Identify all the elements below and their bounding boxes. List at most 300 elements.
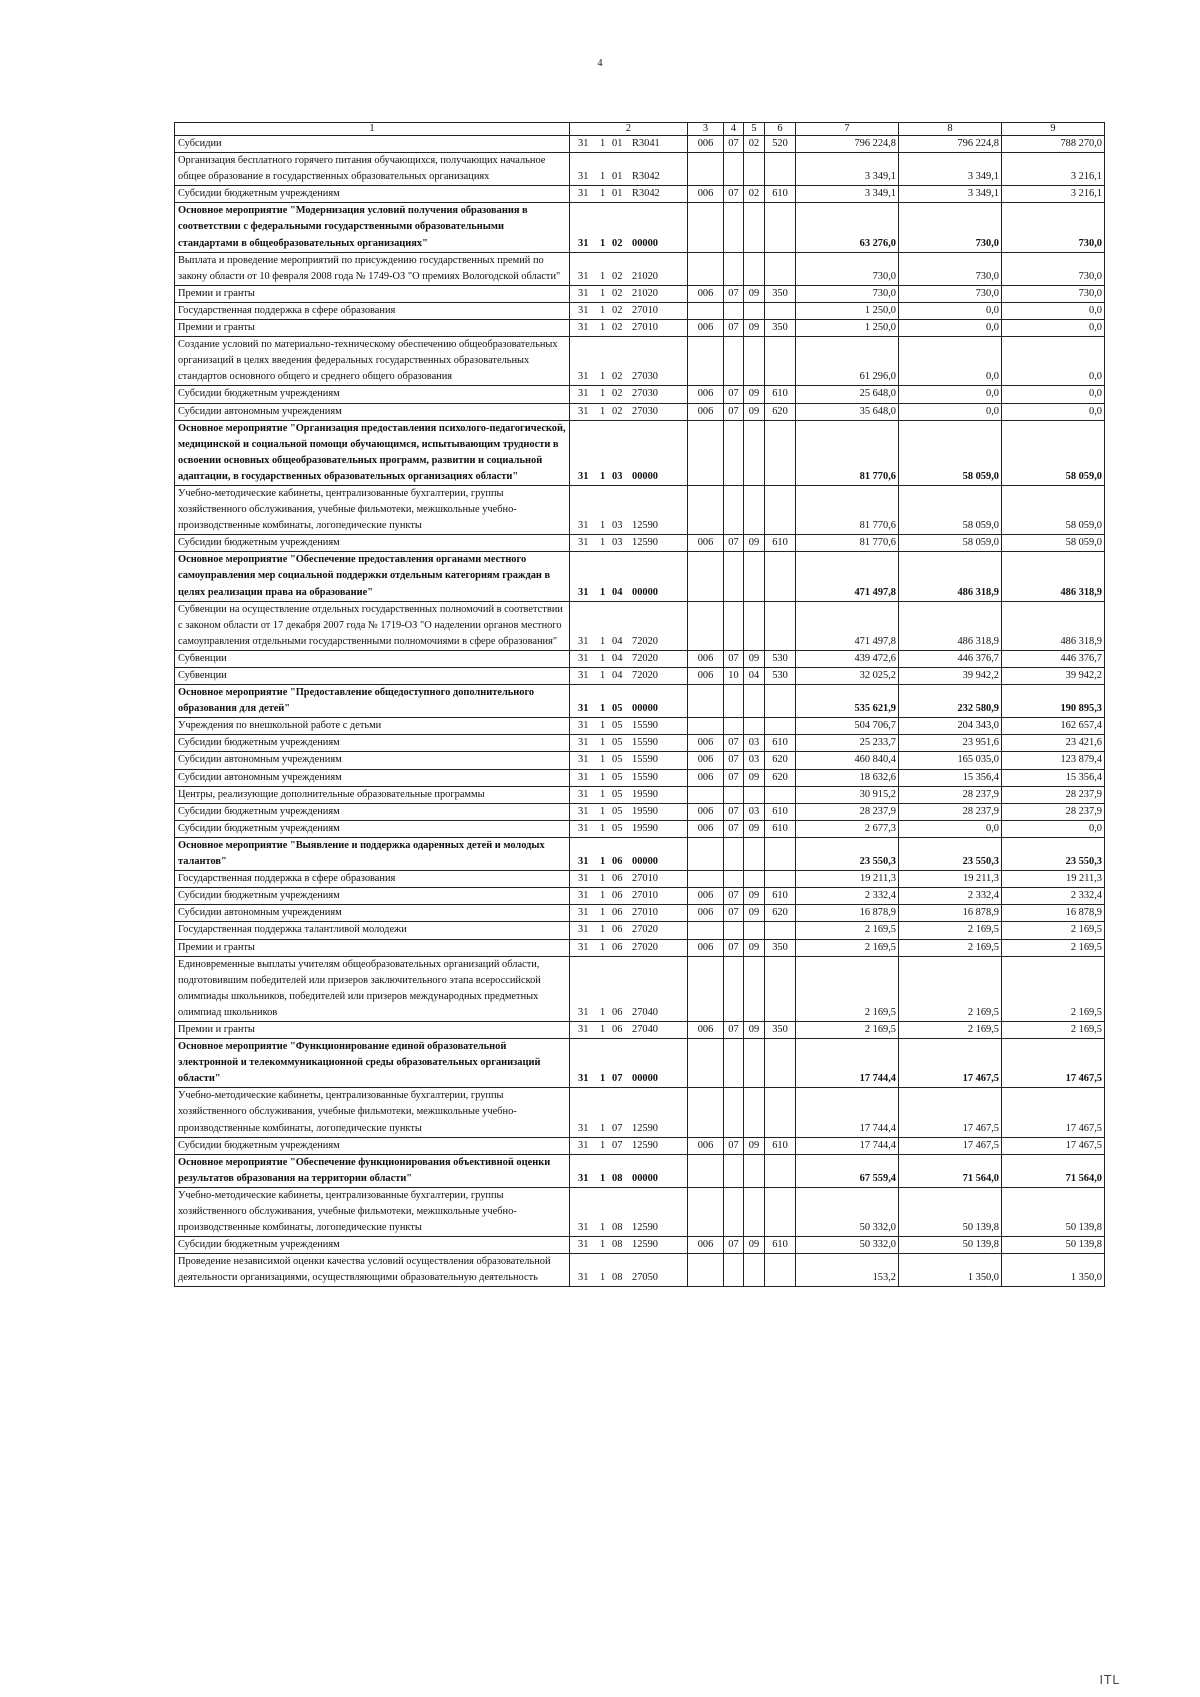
row-amount-col7: 17 744,4: [796, 1137, 899, 1154]
code-program: 31: [578, 822, 589, 834]
code-event: 02: [612, 371, 623, 383]
row-code: [570, 153, 688, 186]
code-program: 31: [578, 873, 589, 885]
code-direction: 27020: [632, 941, 658, 953]
code-subprogram: 1: [600, 873, 606, 885]
code-subprogram: 1: [600, 924, 606, 936]
code-subprogram: 1: [600, 520, 606, 532]
row-subsection: 02: [744, 136, 765, 153]
code-program: 31: [578, 1272, 589, 1284]
row-amount-col9: 3 216,1: [1002, 153, 1105, 186]
row-expense-type: 620: [765, 905, 796, 922]
row-section: [724, 871, 744, 888]
code-direction: 00000: [632, 703, 658, 715]
row-expense-type: [765, 1039, 796, 1088]
budget-table: [174, 122, 1105, 1287]
row-name: Основное мероприятие "Обеспечение предоставления органами местного самоуправления мер социальной поддержки отдельным категориям граждан в целях реализации права на образование": [175, 552, 570, 601]
row-amount-col7: 2 169,5: [796, 956, 899, 1021]
row-amount-col7: 19 211,3: [796, 871, 899, 888]
row-section: [724, 922, 744, 939]
row-expense-type: [765, 837, 796, 870]
code-program: 31: [578, 405, 589, 417]
code-event: 03: [612, 520, 623, 532]
code-subprogram: 1: [600, 171, 606, 183]
row-amount-col9: 0,0: [1002, 337, 1105, 386]
row-ministry: [688, 1088, 724, 1137]
row-section: [724, 153, 744, 186]
row-amount-col7: 25 233,7: [796, 735, 899, 752]
row-code: [570, 1039, 688, 1088]
code-program: 31: [578, 1172, 589, 1184]
row-amount-col8: 0,0: [899, 302, 1002, 319]
row-ministry: [688, 485, 724, 534]
table-row: [175, 552, 1105, 601]
row-code: [570, 337, 688, 386]
row-amount-col9: 2 332,4: [1002, 888, 1105, 905]
code-direction: 19590: [632, 788, 658, 800]
row-amount-col9: 3 216,1: [1002, 186, 1105, 203]
row-code: [570, 320, 688, 337]
row-amount-col9: 0,0: [1002, 403, 1105, 420]
row-expense-type: 610: [765, 535, 796, 552]
row-code: [570, 837, 688, 870]
code-subprogram: 1: [600, 371, 606, 383]
row-subsection: [744, 922, 765, 939]
code-subprogram: 1: [600, 822, 606, 834]
code-program: 31: [578, 371, 589, 383]
table-row: [175, 786, 1105, 803]
table-row: [175, 1039, 1105, 1088]
table-row: [175, 905, 1105, 922]
table-row: [175, 718, 1105, 735]
row-section: 07: [724, 820, 744, 837]
row-code: [570, 403, 688, 420]
header-cell: 6: [765, 123, 796, 136]
row-section: [724, 956, 744, 1021]
table-row: [175, 535, 1105, 552]
row-expense-type: 620: [765, 403, 796, 420]
row-amount-col9: 58 059,0: [1002, 535, 1105, 552]
row-amount-col7: 67 559,4: [796, 1154, 899, 1187]
row-amount-col8: 204 343,0: [899, 718, 1002, 735]
row-code: [570, 420, 688, 485]
code-program: 31: [578, 537, 589, 549]
row-section: 07: [724, 403, 744, 420]
code-program: 31: [578, 388, 589, 400]
code-direction: 12590: [632, 520, 658, 532]
code-event: 02: [612, 237, 623, 249]
row-subsection: 09: [744, 1021, 765, 1038]
row-ministry: 006: [688, 186, 724, 203]
code-program: 31: [578, 138, 589, 149]
row-subsection: [744, 871, 765, 888]
code-direction: 27030: [632, 371, 658, 383]
row-subsection: [744, 153, 765, 186]
row-ministry: [688, 786, 724, 803]
code-event: 03: [612, 470, 623, 482]
row-name: Премии и гранты: [175, 320, 570, 337]
code-event: 01: [612, 138, 623, 149]
code-direction: 19590: [632, 805, 658, 817]
code-subprogram: 1: [600, 1006, 606, 1018]
code-program: 31: [578, 1239, 589, 1251]
table-row: [175, 136, 1105, 153]
code-event: 04: [612, 652, 623, 664]
code-event: 05: [612, 788, 623, 800]
row-section: [724, 685, 744, 718]
row-amount-col7: 2 332,4: [796, 888, 899, 905]
row-subsection: 09: [744, 535, 765, 552]
table-row: [175, 252, 1105, 285]
row-amount-col8: 71 564,0: [899, 1154, 1002, 1187]
row-amount-col7: 81 770,6: [796, 535, 899, 552]
code-subprogram: 1: [600, 941, 606, 953]
row-subsection: 09: [744, 403, 765, 420]
code-program: 31: [578, 754, 589, 766]
row-subsection: 03: [744, 735, 765, 752]
row-amount-col7: 3 349,1: [796, 186, 899, 203]
row-name: Организация бесплатного горячего питания обучающихся, получающих начальное общее образование в государственных образовательных организациях: [175, 153, 570, 186]
table-row: [175, 1187, 1105, 1236]
code-subprogram: 1: [600, 670, 606, 681]
code-subprogram: 1: [600, 771, 606, 783]
row-subsection: [744, 956, 765, 1021]
row-code: [570, 786, 688, 803]
row-section: 07: [724, 735, 744, 752]
code-program: 31: [578, 924, 589, 936]
row-amount-col7: 63 276,0: [796, 203, 899, 252]
table-row: [175, 1021, 1105, 1038]
row-amount-col8: 16 878,9: [899, 905, 1002, 922]
row-section: 07: [724, 1021, 744, 1038]
header-cell: 9: [1002, 123, 1105, 136]
row-amount-col7: 730,0: [796, 285, 899, 302]
row-subsection: [744, 552, 765, 601]
code-program: 31: [578, 1222, 589, 1234]
row-name: Субсидии автономным учреждениям: [175, 752, 570, 769]
code-direction: 27010: [632, 304, 658, 316]
row-section: [724, 1154, 744, 1187]
row-code: [570, 905, 688, 922]
row-ministry: [688, 837, 724, 870]
code-program: 31: [578, 670, 589, 681]
row-subsection: [744, 601, 765, 650]
row-amount-col9: 23 421,6: [1002, 735, 1105, 752]
row-ministry: [688, 956, 724, 1021]
row-code: [570, 820, 688, 837]
code-program: 31: [578, 287, 589, 299]
row-subsection: 04: [744, 668, 765, 685]
code-event: 06: [612, 1023, 623, 1035]
row-subsection: [744, 837, 765, 870]
row-expense-type: 610: [765, 1137, 796, 1154]
row-subsection: [744, 1254, 765, 1287]
table-row: [175, 1237, 1105, 1254]
row-amount-col7: 730,0: [796, 252, 899, 285]
row-amount-col8: 23 951,6: [899, 735, 1002, 752]
table-row: [175, 837, 1105, 870]
row-amount-col7: 17 744,4: [796, 1088, 899, 1137]
row-amount-col7: 796 224,8: [796, 136, 899, 153]
table-row: [175, 871, 1105, 888]
row-section: 07: [724, 752, 744, 769]
row-subsection: [744, 252, 765, 285]
table-row: [175, 956, 1105, 1021]
code-event: 06: [612, 941, 623, 953]
row-code: [570, 252, 688, 285]
table-row: [175, 186, 1105, 203]
row-name: Проведение независимой оценки качества условий осуществления образовательной деятельности организациями, осуществляющими образовательную деятельность: [175, 1254, 570, 1287]
row-expense-type: 610: [765, 386, 796, 403]
code-direction: 27020: [632, 924, 658, 936]
row-name: Субсидии автономным учреждениям: [175, 905, 570, 922]
code-direction: 12590: [632, 537, 658, 549]
row-amount-col9: 50 139,8: [1002, 1187, 1105, 1236]
row-expense-type: [765, 1088, 796, 1137]
code-event: 05: [612, 754, 623, 766]
code-direction: 27040: [632, 1023, 658, 1035]
row-amount-col9: 788 270,0: [1002, 136, 1105, 153]
row-amount-col9: 2 169,5: [1002, 922, 1105, 939]
code-direction: 00000: [632, 1073, 658, 1085]
row-expense-type: 350: [765, 285, 796, 302]
code-event: 05: [612, 805, 623, 817]
row-section: [724, 601, 744, 650]
row-amount-col9: 39 942,2: [1002, 668, 1105, 685]
row-ministry: [688, 601, 724, 650]
row-expense-type: [765, 956, 796, 1021]
row-amount-col7: 439 472,6: [796, 650, 899, 667]
row-amount-col7: 81 770,6: [796, 485, 899, 534]
row-amount-col9: 1 350,0: [1002, 1254, 1105, 1287]
row-code: [570, 1154, 688, 1187]
row-amount-col7: 35 648,0: [796, 403, 899, 420]
row-amount-col9: 730,0: [1002, 252, 1105, 285]
row-ministry: 006: [688, 803, 724, 820]
row-subsection: 09: [744, 285, 765, 302]
row-amount-col7: 2 169,5: [796, 1021, 899, 1038]
row-ministry: 006: [688, 888, 724, 905]
code-direction: 00000: [632, 237, 658, 249]
table-row: [175, 1254, 1105, 1287]
code-subprogram: 1: [600, 720, 606, 732]
row-ministry: 006: [688, 769, 724, 786]
code-subprogram: 1: [600, 537, 606, 549]
code-subprogram: 1: [600, 907, 606, 919]
row-name: Единовременные выплаты учителям общеобразовательных организаций области, подготовившим победителей или призеров заключительного этапа всероссийской олимпиады школьников, победителей или призеров международных предметных олимпиад школьников: [175, 956, 570, 1021]
row-name: Субсидии бюджетным учреждениям: [175, 386, 570, 403]
row-ministry: 006: [688, 285, 724, 302]
header-cell: 2: [570, 123, 688, 136]
row-ministry: 006: [688, 136, 724, 153]
row-amount-col8: 486 318,9: [899, 601, 1002, 650]
table-row: [175, 386, 1105, 403]
row-section: [724, 1039, 744, 1088]
row-amount-col9: 730,0: [1002, 203, 1105, 252]
code-event: 07: [612, 1122, 623, 1134]
row-subsection: 09: [744, 820, 765, 837]
code-subprogram: 1: [600, 805, 606, 817]
row-subsection: [744, 302, 765, 319]
row-section: 07: [724, 1137, 744, 1154]
code-program: 31: [578, 652, 589, 664]
row-subsection: [744, 786, 765, 803]
row-expense-type: [765, 337, 796, 386]
code-event: 08: [612, 1172, 623, 1184]
code-program: 31: [578, 520, 589, 532]
code-subprogram: 1: [600, 188, 606, 200]
row-name: Субсидии бюджетным учреждениям: [175, 186, 570, 203]
row-name: Субсидии бюджетным учреждениям: [175, 888, 570, 905]
row-amount-col9: 58 059,0: [1002, 485, 1105, 534]
row-amount-col9: 17 467,5: [1002, 1088, 1105, 1137]
row-code: [570, 939, 688, 956]
row-amount-col9: 16 878,9: [1002, 905, 1105, 922]
code-program: 31: [578, 270, 589, 282]
row-subsection: 09: [744, 1237, 765, 1254]
row-code: [570, 718, 688, 735]
row-subsection: 09: [744, 1137, 765, 1154]
code-subprogram: 1: [600, 586, 606, 598]
row-amount-col9: 23 550,3: [1002, 837, 1105, 870]
row-name: Учебно-методические кабинеты, централизованные бухгалтерии, группы хозяйственного обслуживания, учебные фильмотеки, межшкольные учебно-производственные комбинаты, логопедические пункты: [175, 1088, 570, 1137]
code-direction: 19590: [632, 822, 658, 834]
code-program: 31: [578, 586, 589, 598]
row-ministry: [688, 153, 724, 186]
row-code: [570, 668, 688, 685]
row-expense-type: 610: [765, 803, 796, 820]
row-subsection: 09: [744, 386, 765, 403]
row-section: [724, 718, 744, 735]
row-code: [570, 956, 688, 1021]
code-subprogram: 1: [600, 470, 606, 482]
row-amount-col8: 2 169,5: [899, 939, 1002, 956]
row-amount-col8: 2 169,5: [899, 922, 1002, 939]
row-section: 07: [724, 939, 744, 956]
row-name: Субсидии: [175, 136, 570, 153]
row-expense-type: 350: [765, 1021, 796, 1038]
code-subprogram: 1: [600, 788, 606, 800]
row-expense-type: 350: [765, 939, 796, 956]
code-subprogram: 1: [600, 890, 606, 902]
code-direction: R3041: [632, 138, 660, 149]
code-program: 31: [578, 720, 589, 732]
row-ministry: 006: [688, 535, 724, 552]
row-name: Субсидии автономным учреждениям: [175, 769, 570, 786]
code-direction: R3042: [632, 171, 660, 183]
row-amount-col9: 486 318,9: [1002, 552, 1105, 601]
row-subsection: 09: [744, 939, 765, 956]
row-amount-col7: 504 706,7: [796, 718, 899, 735]
code-program: 31: [578, 1139, 589, 1151]
row-expense-type: 530: [765, 650, 796, 667]
code-subprogram: 1: [600, 1122, 606, 1134]
code-event: 06: [612, 1006, 623, 1018]
table-row: [175, 153, 1105, 186]
row-amount-col8: 39 942,2: [899, 668, 1002, 685]
row-subsection: [744, 1187, 765, 1236]
row-ministry: 006: [688, 820, 724, 837]
row-amount-col8: 796 224,8: [899, 136, 1002, 153]
header-cell: 1: [175, 123, 570, 136]
code-direction: 27010: [632, 873, 658, 885]
row-amount-col9: 162 657,4: [1002, 718, 1105, 735]
row-amount-col7: 32 025,2: [796, 668, 899, 685]
row-amount-col8: 0,0: [899, 403, 1002, 420]
row-name: Основное мероприятие "Выявление и поддержка одаренных детей и молодых талантов": [175, 837, 570, 870]
row-ministry: [688, 871, 724, 888]
code-subprogram: 1: [600, 1272, 606, 1284]
row-expense-type: [765, 252, 796, 285]
row-amount-col9: 71 564,0: [1002, 1154, 1105, 1187]
row-amount-col8: 1 350,0: [899, 1254, 1002, 1287]
code-direction: 21020: [632, 270, 658, 282]
row-amount-col7: 1 250,0: [796, 320, 899, 337]
row-ministry: [688, 203, 724, 252]
code-subprogram: 1: [600, 1139, 606, 1151]
code-program: 31: [578, 470, 589, 482]
row-expense-type: 610: [765, 186, 796, 203]
row-amount-col9: 730,0: [1002, 285, 1105, 302]
row-section: [724, 485, 744, 534]
row-subsection: 09: [744, 320, 765, 337]
table-row: [175, 485, 1105, 534]
row-section: 07: [724, 803, 744, 820]
row-subsection: [744, 685, 765, 718]
row-ministry: [688, 552, 724, 601]
code-direction: 12590: [632, 1122, 658, 1134]
row-subsection: [744, 718, 765, 735]
code-direction: 27050: [632, 1272, 658, 1284]
row-name: Государственная поддержка в сфере образования: [175, 871, 570, 888]
code-program: 31: [578, 304, 589, 316]
table-row: [175, 922, 1105, 939]
code-subprogram: 1: [600, 304, 606, 316]
row-amount-col7: 16 878,9: [796, 905, 899, 922]
row-amount-col9: 0,0: [1002, 302, 1105, 319]
row-amount-col8: 0,0: [899, 337, 1002, 386]
row-ministry: 006: [688, 403, 724, 420]
code-program: 31: [578, 856, 589, 868]
row-expense-type: [765, 153, 796, 186]
row-expense-type: [765, 420, 796, 485]
row-expense-type: [765, 1187, 796, 1236]
row-section: [724, 786, 744, 803]
row-name: Субвенции: [175, 668, 570, 685]
row-amount-col9: 28 237,9: [1002, 803, 1105, 820]
row-expense-type: [765, 718, 796, 735]
row-subsection: 03: [744, 803, 765, 820]
row-amount-col8: 58 059,0: [899, 535, 1002, 552]
code-direction: 21020: [632, 287, 658, 299]
code-program: 31: [578, 635, 589, 647]
row-amount-col8: 0,0: [899, 386, 1002, 403]
code-event: 01: [612, 171, 623, 183]
row-expense-type: 610: [765, 735, 796, 752]
row-name: Учебно-методические кабинеты, централизованные бухгалтерии, группы хозяйственного обслуживания, учебные фильмотеки, межшкольные учебно-производственные комбинаты, логопедические пункты: [175, 1187, 570, 1236]
row-code: [570, 769, 688, 786]
table-row: [175, 820, 1105, 837]
table-row: [175, 420, 1105, 485]
row-expense-type: 530: [765, 668, 796, 685]
row-amount-col7: 535 621,9: [796, 685, 899, 718]
row-expense-type: [765, 601, 796, 650]
code-event: 06: [612, 856, 623, 868]
row-code: [570, 302, 688, 319]
row-section: [724, 203, 744, 252]
code-subprogram: 1: [600, 1073, 606, 1085]
row-section: [724, 302, 744, 319]
